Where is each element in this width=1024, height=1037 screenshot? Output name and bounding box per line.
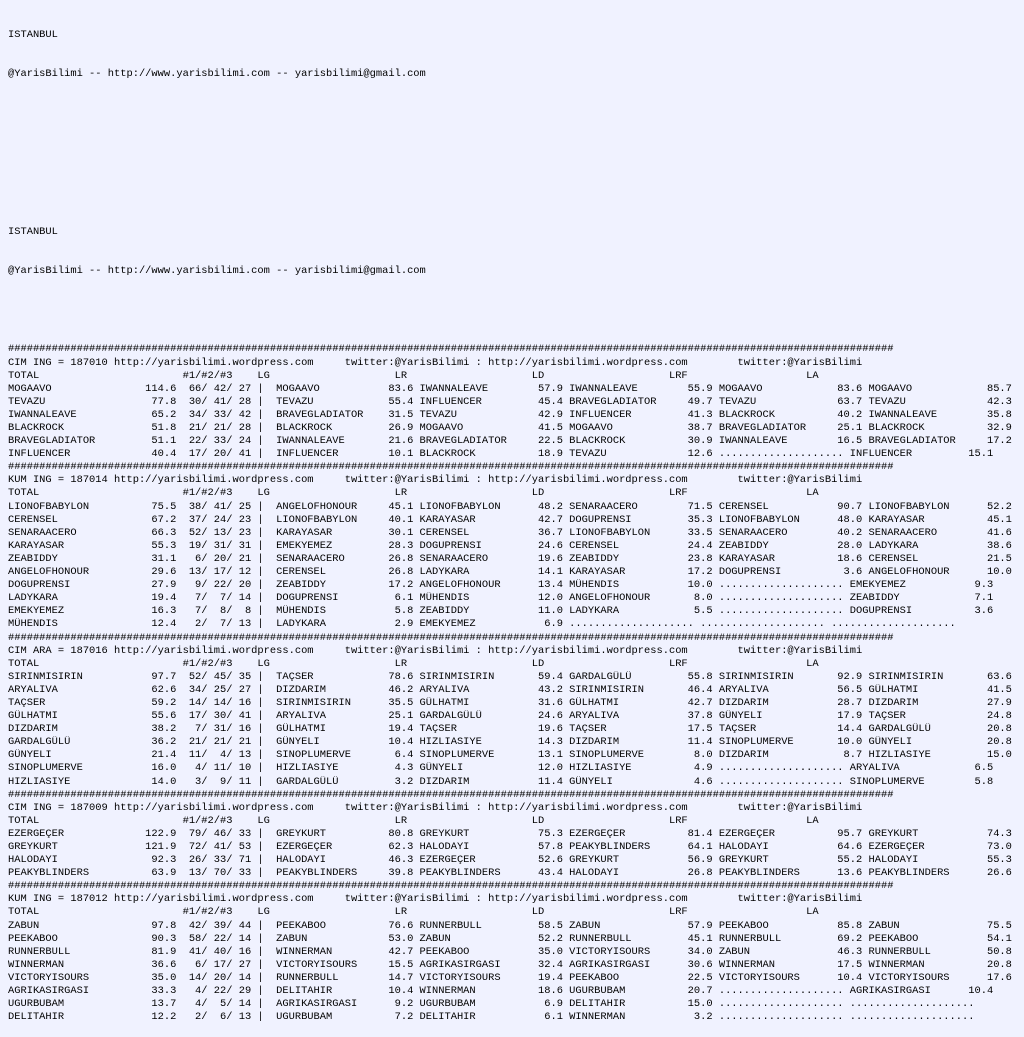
column-headers: TOTAL #1/#2/#3 LG LR LD LRF LA xyxy=(8,657,819,670)
race-section xyxy=(8,632,1024,789)
table-row: CERENSEL 67.2 37/ 24/ 23 | LIONOFBABYLON 40.1 KARAYASAR 42.7 DOGUPRENSI 35.3 LIONOFBABYLON 48.0 KARAYASAR 45.1 xyxy=(8,513,1012,526)
race-sections xyxy=(8,343,1024,1024)
table-row: SINOPLUMERVE 16.0 4/ 11/ 10 | HIZLIASIYE 4.3 GÜNYELI 12.0 HIZLIASIYE 4.9 .................... ARYALIVA 6.5 xyxy=(8,762,994,775)
blank-line xyxy=(8,147,1024,160)
table-row: TEVAZU 77.8 30/ 41/ 28 | TEVAZU 55.4 INFLUENCER 45.4 BRAVEGLADIATOR 49.7 TEVAZU 63.7 TEVAZU 42.3 xyxy=(8,395,1012,408)
table-row: RUNNERBULL 81.9 41/ 40/ 16 | WINNERMAN 42.7 PEEKABOO 35.0 VICTORYISOURS 34.0 ZABUN 46.3 RUNNERBULL 50.8 xyxy=(8,945,1012,958)
blank-line xyxy=(8,186,1024,199)
separator-line: ############################################################################################################################################## xyxy=(8,631,894,644)
separator-line: ############################################################################################################################################## xyxy=(8,461,894,474)
race-title: CIM ARA = 187016 http://yarisbilimi.wordpress.com twitter:@YarisBilimi : http://yarisbilimi.wordpress.com twitter:@YarisBilimi xyxy=(8,644,863,657)
race-section xyxy=(8,461,1024,631)
column-headers: TOTAL #1/#2/#3 LG LR LD LRF LA xyxy=(8,369,819,382)
table-row: GREYKURT 121.9 72/ 41/ 53 | EZERGEÇER 62.3 HALODAYI 57.8 PEAKYBLINDERS 64.1 HALODAYI 64.6 EZERGEÇER 73.0 xyxy=(8,841,1012,853)
separator-line: ############################################################################################################################################## xyxy=(8,788,894,801)
table-row: WINNERMAN 36.6 6/ 17/ 27 | VICTORYISOURS 15.5 AGRIKASIRGASI 32.4 AGRIKASIRGASI 30.6 WINNERMAN 17.5 WINNERMAN 20.8 xyxy=(8,958,1012,971)
table-row: SIRINMISIRIN 97.7 52/ 45/ 35 | TAÇSER 78.6 SIRINMISIRIN 59.4 GARDALGÜLÜ 55.8 SIRINMISIRIN 92.9 SIRINMISIRIN 63.6 xyxy=(8,670,1012,683)
table-row: EZERGEÇER 122.9 79/ 46/ 33 | GREYKURT 80.8 GREYKURT 75.3 EZERGEÇER 81.4 EZERGEÇER 95.7 GREYKURT 74.3 xyxy=(8,827,1012,840)
table-row: BLACKROCK 51.8 21/ 21/ 28 | BLACKROCK 26.9 MOGAAVO 41.5 MOGAAVO 38.7 BRAVEGLADIATOR 25.1 BLACKROCK 32.9 xyxy=(8,422,1012,434)
header-contact: @YarisBilimi -- http://www.yarisbilimi.com -- yarisbilimi@gmail.com xyxy=(8,68,426,81)
table-row: ARYALIVA 62.6 34/ 25/ 27 | DIZDARIM 46.2 ARYALIVA 43.2 SIRINMISIRIN 46.4 ARYALIVA 56.5 GÜLHATMI 41.5 xyxy=(8,683,1012,696)
header-city: ISTANBUL xyxy=(8,29,58,42)
table-row: AGRIKASIRGASI 33.3 4/ 22/ 29 | DELITAHIR 10.4 WINNERMAN 18.6 UGURBUBAM 20.7 .................... AGRIKASIRGASI 10.4 xyxy=(8,985,994,998)
table-row: INFLUENCER 40.4 17/ 20/ 41 | INFLUENCER 10.1 BLACKROCK 18.9 TEVAZU 12.6 .................... INFLUENCER 15.1 xyxy=(8,448,994,461)
table-row: GÜNYELI 21.4 11/ 4/ 13 | SINOPLUMERVE 6.4 SINOPLUMERVE 13.1 SINOPLUMERVE 8.0 DIZDARIM 8.7 HIZLIASIYE 15.0 xyxy=(8,749,1012,762)
separator-line: ############################################################################################################################################## xyxy=(8,880,894,893)
race-title: CIM ING = 187010 http://yarisbilimi.wordpress.com twitter:@YarisBilimi : http://yarisbilimi.wordpress.com twitter:@YarisBilimi xyxy=(8,356,863,369)
table-row: GÜLHATMI 55.6 17/ 30/ 41 | ARYALIVA 25.1 GARDALGÜLÜ 24.6 ARYALIVA 37.8 GÜNYELI 17.9 TAÇSER 24.8 xyxy=(8,710,1012,723)
table-row: UGURBUBAM 13.7 4/ 5/ 14 | AGRIKASIRGASI 9.2 UGURBUBAM 6.9 DELITAHIR 15.0 .................... .................... xyxy=(8,998,975,1011)
table-row: DELITAHIR 12.2 2/ 6/ 13 | UGURBUBAM 7.2 DELITAHIR 6.1 WINNERMAN 3.2 .................... .................... xyxy=(8,1011,975,1024)
table-row: MÜHENDIS 12.4 2/ 7/ 13 | LADYKARA 2.9 EMEKYEMEZ 6.9 .................... .................... .................... xyxy=(8,618,956,631)
table-row: SENARAACERO 66.3 52/ 13/ 23 | KARAYASAR 30.1 CERENSEL 36.7 LIONOFBABYLON 33.5 SENARAACERO 40.2 SENARAACERO 41.6 xyxy=(8,526,1012,539)
column-headers: TOTAL #1/#2/#3 LG LR LD LRF LA xyxy=(8,814,819,827)
column-headers: TOTAL #1/#2/#3 LG LR LD LRF LA xyxy=(8,906,819,919)
table-row: ANGELOFHONOUR 29.6 13/ 17/ 12 | CERENSEL 26.8 LADYKARA 14.1 KARAYASAR 17.2 DOGUPRENSI 3.6 ANGELOFHONOUR 10.0 xyxy=(8,566,1012,579)
table-row: VICTORYISOURS 35.0 14/ 20/ 14 | RUNNERBULL 14.7 VICTORYISOURS 19.4 PEEKABOO 22.5 VICTORYISOURS 10.4 VICTORYISOURS 17.6 xyxy=(8,971,1012,984)
table-row: MOGAAVO 114.6 66/ 42/ 27 | MOGAAVO 83.6 IWANNALEAVE 57.9 IWANNALEAVE 55.9 MOGAAVO 83.6 MOGAAVO 85.7 xyxy=(8,382,1012,395)
blank-line xyxy=(8,304,1024,317)
table-row: HIZLIASIYE 14.0 3/ 9/ 11 | GARDALGÜLÜ 3.2 DIZDARIM 11.4 GÜNYELI 4.6 .................... SINOPLUMERVE 5.8 xyxy=(8,775,994,788)
race-section xyxy=(8,789,1024,881)
table-row: LIONOFBABYLON 75.5 38/ 41/ 25 | ANGELOFHONOUR 45.1 LIONOFBABYLON 48.2 SENARAACERO 71.5 CERENSEL 90.7 LIONOFBABYLON 52.2 xyxy=(8,500,1012,513)
table-row: IWANNALEAVE 65.2 34/ 33/ 42 | BRAVEGLADIATOR 31.5 TEVAZU 42.9 INFLUENCER 41.3 BLACKROCK 40.2 IWANNALEAVE 35.8 xyxy=(8,408,1012,421)
table-row: GARDALGÜLÜ 36.2 21/ 21/ 21 | GÜNYELI 10.4 HIZLIASIYE 14.3 DIZDARIM 11.4 SINOPLUMERVE 10.0 GÜNYELI 20.8 xyxy=(8,736,1012,749)
table-row: TAÇSER 59.2 14/ 14/ 16 | SIRINMISIRIN 35.5 GÜLHATMI 31.6 GÜLHATMI 42.7 DIZDARIM 28.7 DIZDARIM 27.9 xyxy=(8,696,1012,709)
race-title: KUM ING = 187014 http://yarisbilimi.wordpress.com twitter:@YarisBilimi : http://yarisbilimi.wordpress.com twitter:@YarisBilimi xyxy=(8,474,863,487)
race-section xyxy=(8,343,1024,461)
table-row: PEEKABOO 90.3 58/ 22/ 14 | ZABUN 53.0 ZABUN 52.2 RUNNERBULL 45.1 RUNNERBULL 69.2 PEEKABOO 54.1 xyxy=(8,932,1012,945)
table-row: PEAKYBLINDERS 63.9 13/ 70/ 33 | PEAKYBLINDERS 39.8 PEAKYBLINDERS 43.4 HALODAYI 26.8 PEAKYBLINDERS 13.6 PEAKYBLINDERS 26.6 xyxy=(8,867,1012,880)
header-contact: @YarisBilimi -- http://www.yarisbilimi.com -- yarisbilimi@gmail.com xyxy=(8,264,426,277)
race-title: KUM ING = 187012 http://yarisbilimi.wordpress.com twitter:@YarisBilimi : http://yarisbilimi.wordpress.com twitter:@YarisBilimi xyxy=(8,893,863,906)
table-row: DIZDARIM 38.2 7/ 31/ 16 | GÜLHATMI 19.4 TAÇSER 19.6 TAÇSER 17.5 TAÇSER 14.4 GARDALGÜLÜ 20.8 xyxy=(8,723,1012,736)
blank-line xyxy=(8,108,1024,121)
table-row: BRAVEGLADIATOR 51.1 22/ 33/ 24 | IWANNALEAVE 21.6 BRAVEGLADIATOR 22.5 BLACKROCK 30.9 IWANNALEAVE 16.5 BRAVEGLADIATOR 17.2 xyxy=(8,435,1012,448)
table-row: KARAYASAR 55.3 19/ 31/ 31 | EMEKYEMEZ 28.3 DOGUPRENSI 24.6 CERENSEL 24.4 ZEABIDDY 28.0 LADYKARA 38.6 xyxy=(8,539,1012,552)
table-row: EMEKYEMEZ 16.3 7/ 8/ 8 | MÜHENDIS 5.8 ZEABIDDY 11.0 LADYKARA 5.5 .................... DOGUPRENSI 3.6 xyxy=(8,605,994,618)
table-row: DOGUPRENSI 27.9 9/ 22/ 20 | ZEABIDDY 17.2 ANGELOFHONOUR 13.4 MÜHENDIS 10.0 .................... EMEKYEMEZ 9.3 xyxy=(8,579,994,592)
header-city: ISTANBUL xyxy=(8,225,58,238)
separator-line: ############################################################################################################################################## xyxy=(8,343,894,356)
table-row: HALODAYI 92.3 26/ 33/ 71 | HALODAYI 46.3 EZERGEÇER 52.6 GREYKURT 56.9 GREYKURT 55.2 HALODAYI 55.3 xyxy=(8,854,1012,867)
table-row: LADYKARA 19.4 7/ 7/ 14 | DOGUPRENSI 6.1 MÜHENDIS 12.0 ANGELOFHONOUR 8.0 .................... ZEABIDDY 7.1 xyxy=(8,592,994,605)
race-section xyxy=(8,880,1024,1024)
race-title: CIM ING = 187009 http://yarisbilimi.wordpress.com twitter:@YarisBilimi : http://yarisbilimi.wordpress.com twitter:@YarisBilimi xyxy=(8,801,863,814)
table-row: ZEABIDDY 31.1 6/ 20/ 21 | SENARAACERO 26.8 SENARAACERO 19.6 ZEABIDDY 23.8 KARAYASAR 18.6 CERENSEL 21.5 xyxy=(8,552,1012,565)
table-row: ZABUN 97.8 42/ 39/ 44 | PEEKABOO 76.6 RUNNERBULL 58.5 ZABUN 57.9 PEEKABOO 85.8 ZABUN 75.5 xyxy=(8,919,1012,932)
column-headers: TOTAL #1/#2/#3 LG LR LD LRF LA xyxy=(8,487,819,500)
